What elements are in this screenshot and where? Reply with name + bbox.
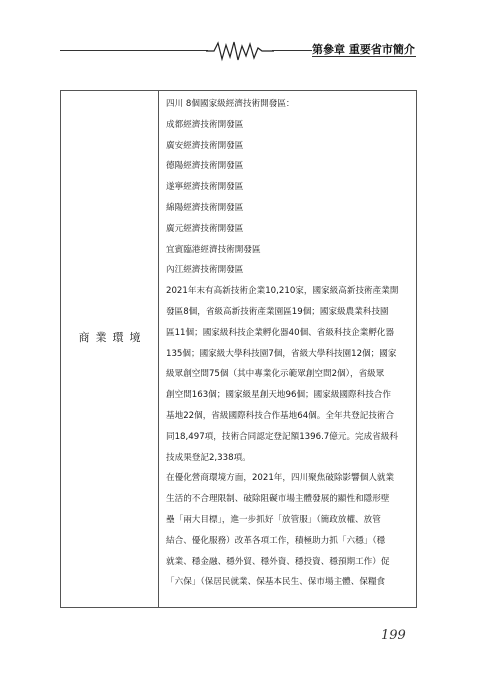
page-number: 199 [381,628,406,643]
content-line: 廣安經濟技術開發區 [166,140,244,151]
content-line: 基地22個，省級國際科技合作基地64個。全年共登記技術合 [166,410,395,421]
content-line: 2021年末有高新技術企業10,210家，國家級高新技術產業開 [166,286,399,297]
content-line: 壘「兩大目標」，進一步抓好「放管服」（簡政放權、放管 [166,514,381,525]
info-table [60,90,417,608]
content-line: 創空間163個；國家級星創天地96個；國家級國際科技合作 [166,390,391,401]
chapter-title-underline [312,56,416,57]
content-line: 同18,497項，技術合同認定登記額1396.7億元。完成省級科 [166,431,399,442]
content-line: 綿陽經濟技術開發區 [166,202,244,213]
content-line: 發區8個，省級高新技術產業園區19個；國家級農業科技園 [166,306,389,317]
content-line: 「六保」（保居民就業、保基本民生、保市場主體、保糧食 [166,577,386,588]
content-line: 四川 8個國家級經濟技術開發區： [166,99,295,109]
content-line: 在優化營商環境方面，2021年，四川聚焦破除影響個人就業 [166,473,395,484]
content-line: 廣元經濟技術開發區 [166,223,244,234]
content-line: 遂寧經濟技術開發區 [166,182,244,193]
content-line: 德陽經濟技術開發區 [166,161,244,172]
content-line: 內江經濟技術開發區 [166,265,244,276]
content-line: 級眾創空間75個（其中專業化示範眾創空間2個），省級眾 [166,369,385,380]
header-rule-left [60,50,208,51]
row-content [166,94,411,593]
content-line: 宜賓臨港經濟技術開發區 [166,244,261,255]
content-line: 區11個；國家級科技企業孵化器40個、省級科技企業孵化器 [166,327,395,338]
table-column-divider [158,91,159,607]
row-label: 商業環境 [78,331,147,344]
content-line: 生活的不合理限制、破除阻礙市場主體發展的顯性和隱形壁 [166,494,390,505]
content-line: 135個；國家級大學科技園7個，省級大學科技園12個；國家 [166,348,397,359]
content-line: 技成果登記2,338項。 [166,452,251,463]
chapter-title: 第參章 重要省市簡介 [312,43,415,56]
content-line: 結合、優化服務）改革各項工作，積極助力抓「六穩」（穩 [166,535,386,546]
content-line: 就業、穩金融、穩外貿、穩外資、穩投資、穩預期工作）促 [166,556,390,567]
content-line: 成都經濟技術開發區 [166,119,244,130]
heartbeat-line-icon [206,40,274,62]
header-rule-right [272,50,312,51]
page-header [0,40,480,64]
